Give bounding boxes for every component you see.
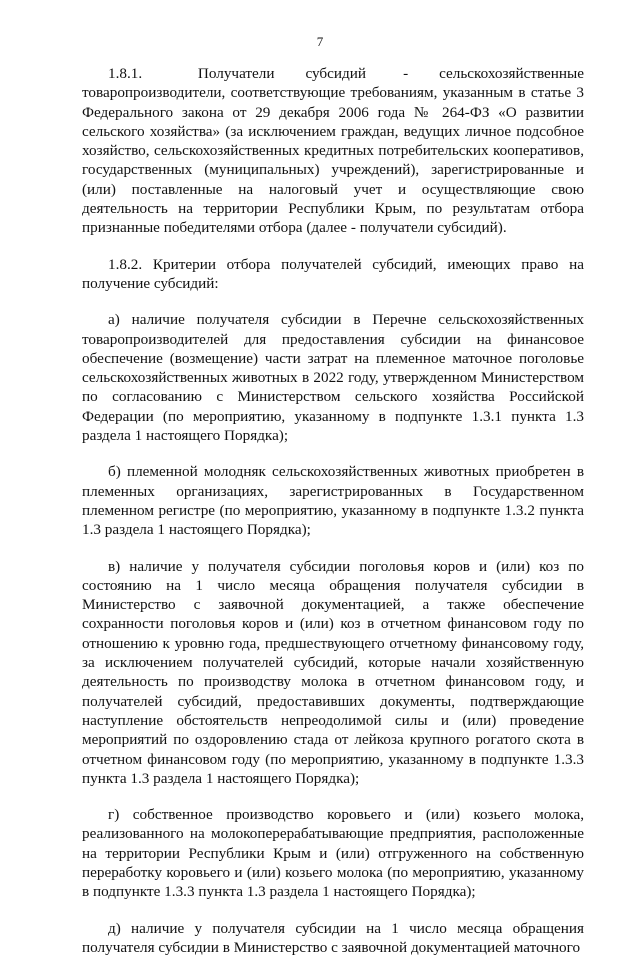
paragraph-criterion-g: г) собственное производство коровьего и (или) козьего молока, реализованного на молокоперерабатывающие предприятия, расположенные на территории Республики Крым и (или) отгруженного на собственную переработку коровьего и (или) козьего молока (по мероприятию, указанному в подпункте 1.3.3 пункта 1.3 раздела 1 настоящего Порядка); (82, 806, 584, 901)
page-number: 7 (316, 34, 324, 49)
document-body (82, 64, 584, 974)
paragraph-1-8-2: 1.8.2. Критерии отбора получателей субсидий, имеющих право на получение субсидий: (82, 255, 584, 292)
paragraph-criterion-d: д) наличие у получателя субсидии на 1 число месяца обращения получателя субсидии в Министерство с заявочной документацией маточного (82, 919, 584, 956)
paragraph-criterion-v: в) наличие у получателя субсидии поголовья коров и (или) коз по состоянию на 1 число месяца обращения получателя субсидии в Министерство с заявочной документацией, а также обеспечение сохранности поголовья коров и (или) коз в отчетном финансовом году по отношению к уровню года, предшествующего отчетному финансовому году, за исключением получателей субсидий, которые начали хозяйственную деятельность по производству молока в отчетном финансовом году, и получателей субсидий, предоставивших документы, подтверждающие наступление обстоятельств непреодолимой силы и (или) проведение мероприятий по оздоровлению стада от лейкоза крупного рогатого скота в отчетном финансовом году (по мероприятию, указанному в подпункте 1.3.3 пункта 1.3 раздела 1 настоящего Порядка); (82, 557, 584, 787)
paragraph-criterion-b: б) племенной молодняк сельскохозяйственных животных приобретен в племенных организациях, зарегистрированных в Государственном племенном регистре (по мероприятию, указанному в подпункте 1.3.2 пункта 1.3 раздела 1 настоящего Порядка); (82, 463, 584, 539)
paragraph-criterion-a: а) наличие получателя субсидии в Перечне сельскохозяйственных товаропроизводителей для предоставления субсидии на финансовое обеспечение (возмещение) части затрат на племенное маточное поголовье сельскохозяйственных животных в 2022 году, утвержденном Министерством по согласованию с Министерством сельского хозяйства Российской Федерации (по мероприятию, указанному в подпункте 1.3.1 пункта 1.3 раздела 1 настоящего Порядка); (82, 311, 584, 445)
paragraph-1-8-1: 1.8.1. Получатели субсидий - сельскохозяйственные товаропроизводители, соответствующие требованиям, указанным в статье 3 Федерального закона от 29 декабря 2006 года № 264-ФЗ «О развитии сельского хозяйства» (за исключением граждан, ведущих личное подсобное хозяйство, сельскохозяйственных кредитных потребительских кооперативов, государственных (муниципальных) учреждений), зарегистрированные и (или) поставленные на налоговый учет и осуществляющие свою деятельность на территории Республики Крым, по результатам отбора признанные победителями отбора (далее - получатели субсидий). (82, 65, 584, 237)
